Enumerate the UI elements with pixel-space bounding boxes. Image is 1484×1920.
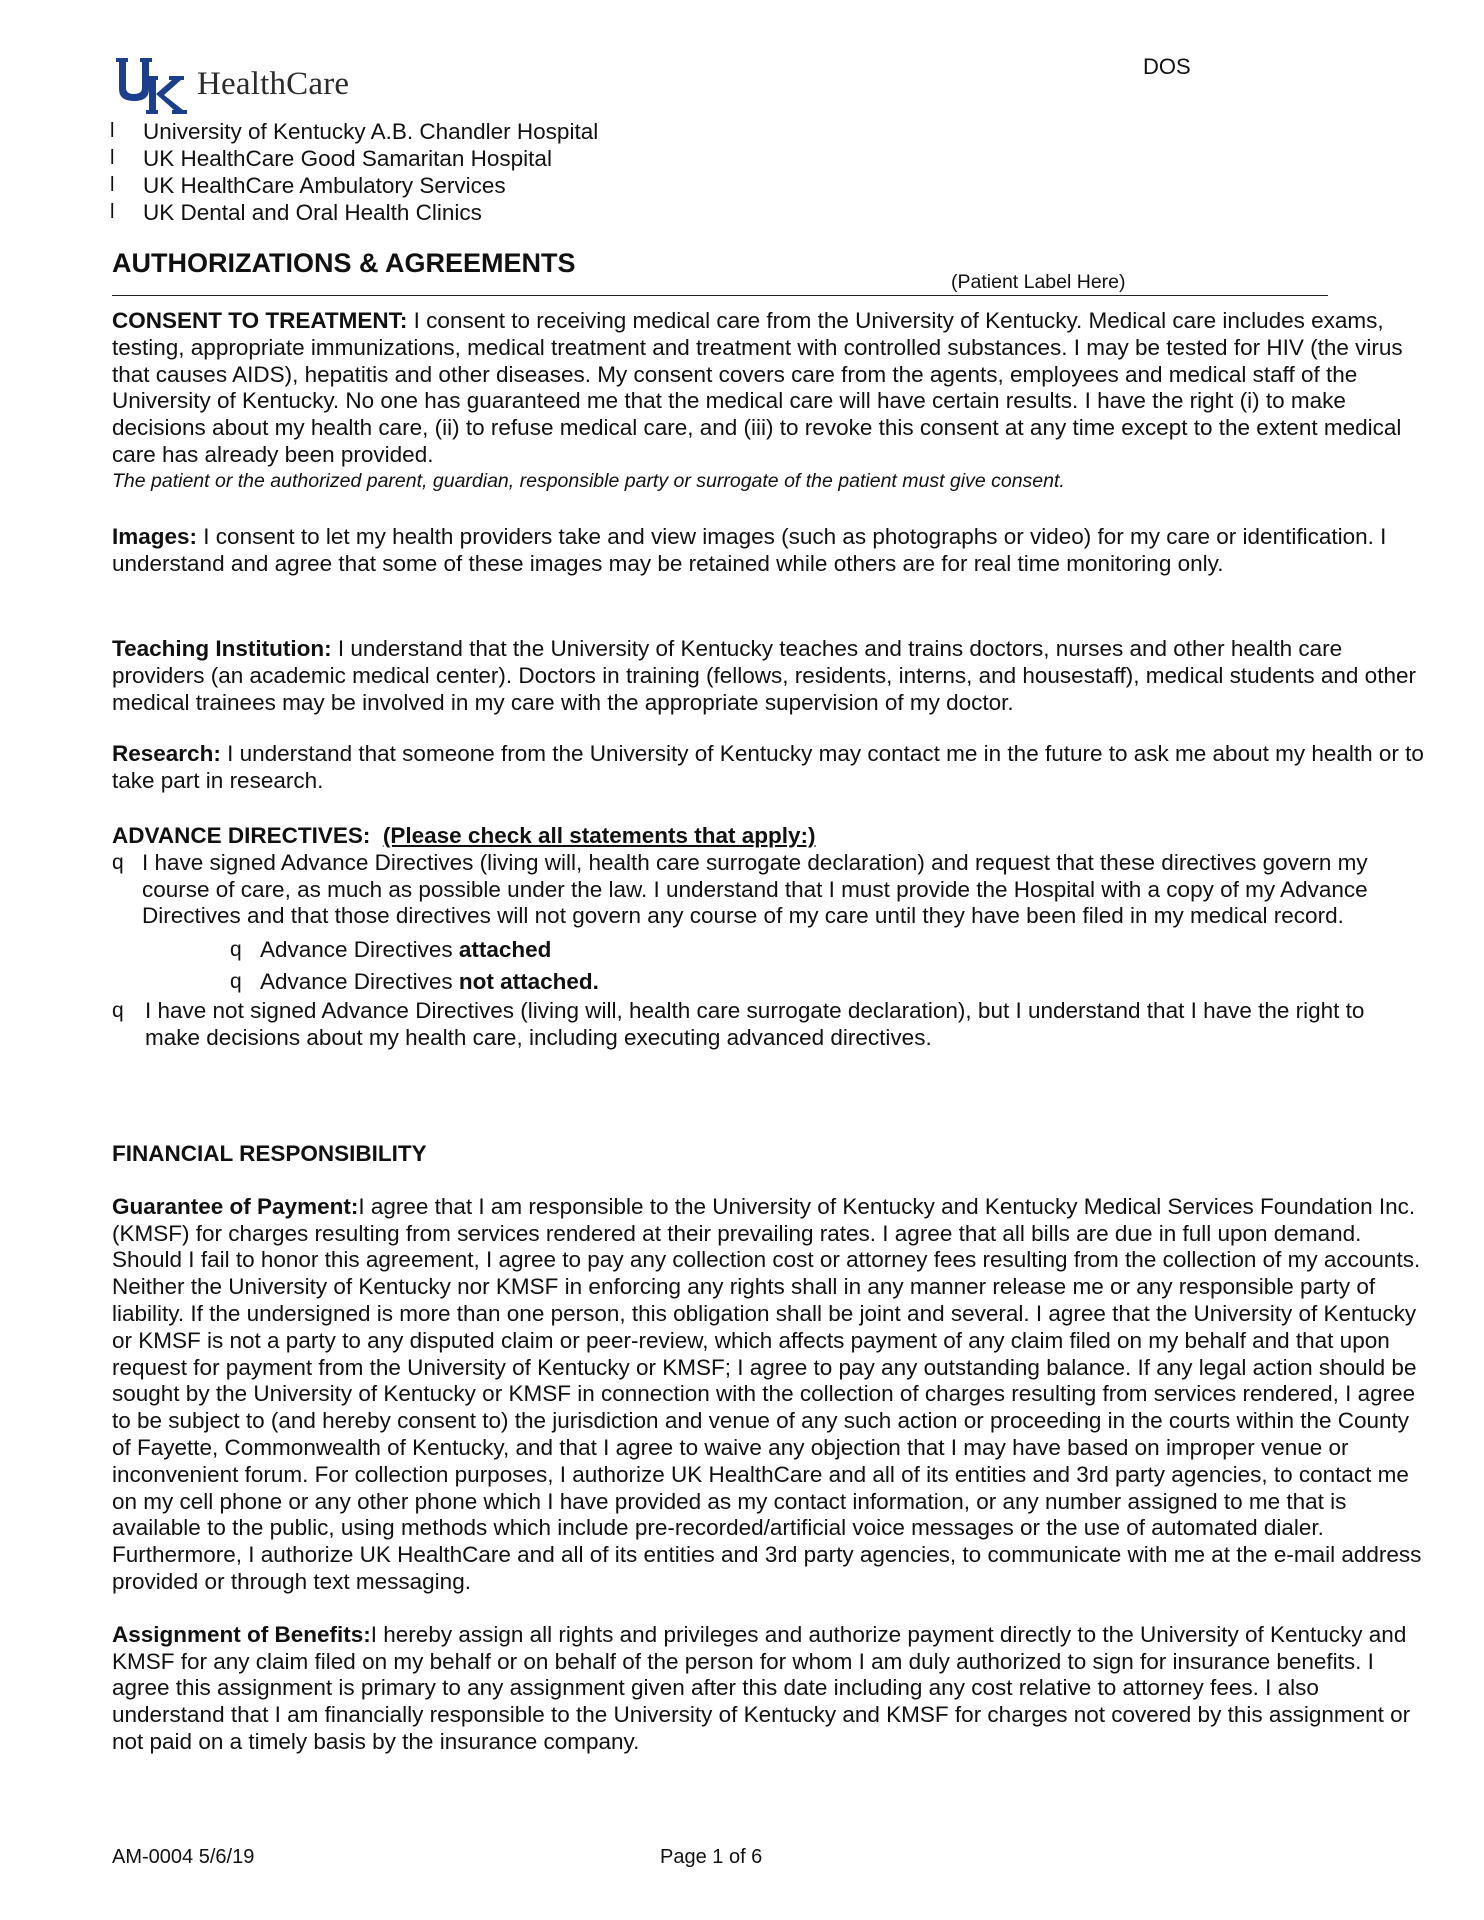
- assignment-paragraph: [112, 1622, 1432, 1756]
- dos-label: DOS: [1143, 54, 1191, 79]
- checkbox[interactable]: q: [112, 850, 124, 874]
- patient-label-placeholder: (Patient Label Here): [951, 271, 1126, 293]
- guarantee-heading: Guarantee of Payment:: [112, 1193, 359, 1219]
- checkbox[interactable]: q: [112, 999, 124, 1023]
- consent-section: [112, 308, 1432, 493]
- advance-option-signed: [112, 850, 1432, 930]
- list-item: [110, 199, 598, 226]
- research-section: [112, 741, 1432, 795]
- bullet: l: [110, 147, 115, 169]
- checkbox[interactable]: q: [230, 970, 242, 994]
- list-item: [110, 145, 598, 172]
- teaching-heading: Teaching Institution:: [112, 636, 332, 661]
- images-section: [112, 524, 1432, 578]
- page-number: Page 1 of 6: [660, 1846, 763, 1868]
- consent-text: I consent to receiving medical care from the University of Kentucky. Medical care includes exams, testing, appropriate immunizations, medical treatment and treatment with controlled substances. I may be tested for HIV (the virus that causes AIDS), hepatitis and other diseases. My consent covers care from the agents, employees and medical staff of the University of Kentucky. No one has guaranteed me that the medical care will have certain results. I have the right (i) to make decisions about my health care, (ii) to refuse medical care, and (iii) to revoke this consent at any time except to the extent medical care has already been provided.: [112, 308, 1403, 467]
- option-prefix: Advance Directives: [260, 937, 459, 963]
- bullet: l: [110, 174, 115, 196]
- bullet: l: [110, 120, 115, 142]
- facility-name: University of Kentucky A.B. Chandler Hospital: [143, 119, 599, 144]
- logo-text: HealthCare: [197, 66, 350, 102]
- advance-heading: ADVANCE DIRECTIVES:: [112, 823, 371, 848]
- research-heading: Research:: [112, 741, 221, 766]
- research-text: I understand that someone from the University of Kentucky may contact me in the future to ask me about my health or to take part in research.: [112, 741, 1424, 793]
- advance-sub-not-attached: [230, 966, 1432, 998]
- option-text: I have signed Advance Directives (living will, health care surrogate declaration) and request that these directives govern my course of care, as much as possible under the law. I understand that I must provide the Hospital with a copy of my Advance Directives and that those directives will not govern any course of my care until they have been filed in my medical record.: [142, 849, 1368, 929]
- facility-list: [110, 118, 598, 226]
- images-heading: Images:: [112, 524, 198, 549]
- advance-directives-section: [112, 823, 1432, 1052]
- option-bold: not attached.: [458, 969, 599, 995]
- guarantee-paragraph: [112, 1194, 1432, 1596]
- facility-name: UK HealthCare Good Samaritan Hospital: [143, 146, 552, 171]
- option-text: [260, 934, 551, 966]
- consent-note: The patient or the authorized parent, guardian, responsible party or surrogate of the patient must give consent.: [112, 469, 1065, 492]
- advance-instruction: (Please check all statements that apply:): [382, 823, 816, 848]
- financial-section: [112, 1141, 1432, 1756]
- facility-name: UK Dental and Oral Health Clinics: [143, 200, 482, 225]
- list-item: [110, 118, 598, 145]
- option-bold: attached: [458, 937, 552, 963]
- checkbox[interactable]: q: [230, 938, 242, 962]
- teaching-text: I understand that the University of Kentucky teaches and trains doctors, nurses and other health care providers (an academic medical center). Doctors in training (fellows, residents, interns, and housestaff), medical students and other medical trainees may be involved in my care with the appropriate supervision of my doctor.: [112, 636, 1416, 715]
- assignment-text: I hereby assign all rights and privileges and authorize payment directly to the University of Kentucky and KMSF for any claim filed on my behalf or on behalf of the person for whom I am duly authorized to sign for insurance benefits. I agree this assignment is primary to any assignment given after this date including any cost relative to attorney fees. I also understand that I am financially responsible to the University of Kentucky and KMSF for charges not covered by this assignment or not paid on a timely basis by the insurance company.: [112, 1621, 1411, 1754]
- form-id: AM-0004 5/6/19: [112, 1846, 255, 1868]
- images-text: I consent to let my health providers take and view images (such as photographs or video) for my care or identification. I understand and agree that some of these images may be retained while others are for real time monitoring only.: [112, 524, 1387, 576]
- option-prefix: Advance Directives: [260, 969, 459, 995]
- guarantee-text: I agree that I am responsible to the University of Kentucky and Kentucky Medical Services Foundation Inc. (KMSF) for charges resulting from services rendered at their prevailing rates. I agree that all bills are due in full upon demand. Should I fail to honor this agreement, I agree to pay any collection cost or attorney fees resulting from the collection of my accounts. Neither the University of Kentucky nor KMSF in enforcing any rights shall in any manner release me or any responsible party of liability. If the undersigned is more than one person, this obligation shall be joint and several. I agree that the University of Kentucky or KMSF is not a party to any disputed claim or peer-review, which affects payment of any claim filed on my behalf and that upon request for payment from the University of Kentucky or KMSF; I agree to pay any outstanding balance. If any legal action should be sought by the University of Kentucky or KMSF in connection with the collection of charges resulting from services rendered, I agree to be subject to (and hereby consent to) the jurisdiction and venue of any such action or proceeding in the courts within the County of Fayette, Commonwealth of Kentucky, and that I agree to waive any objection that I may have based on improper venue or inconvenient forum. For collection purposes, I authorize UK HealthCare and all of its entities and 3rd party agencies, to contact me on my cell phone or any other phone which I have provided as my contact information, or any number assigned to me that is available to the public, using methods which include pre-recorded/artificial voice messages or the use of automated dialer. Furthermore, I authorize UK HealthCare and all of its entities and 3rd party agencies, to communicate with me at the e-mail address provided or through text messaging.: [112, 1193, 1422, 1594]
- option-text: [260, 966, 599, 998]
- facility-name: UK HealthCare Ambulatory Services: [143, 173, 506, 198]
- page-title: AUTHORIZATIONS & AGREEMENTS: [112, 248, 576, 278]
- consent-heading: CONSENT TO TREATMENT:: [112, 308, 408, 333]
- financial-heading: FINANCIAL RESPONSIBILITY: [112, 1141, 427, 1166]
- advance-sub-attached: [230, 934, 1432, 966]
- teaching-section: [112, 636, 1432, 716]
- list-item: [110, 172, 598, 199]
- uk-logo-mark: [114, 56, 194, 118]
- consent-paragraph: [112, 308, 1432, 469]
- option-text: I have not signed Advance Directives (living will, health care surrogate declaration), but I understand that I have the right to make decisions about my health care, including executing advanced directives.: [145, 998, 1365, 1050]
- title-divider: [112, 295, 1328, 296]
- assignment-heading: Assignment of Benefits:: [112, 1621, 371, 1647]
- bullet: l: [110, 201, 115, 223]
- advance-option-not-signed: [112, 998, 1432, 1052]
